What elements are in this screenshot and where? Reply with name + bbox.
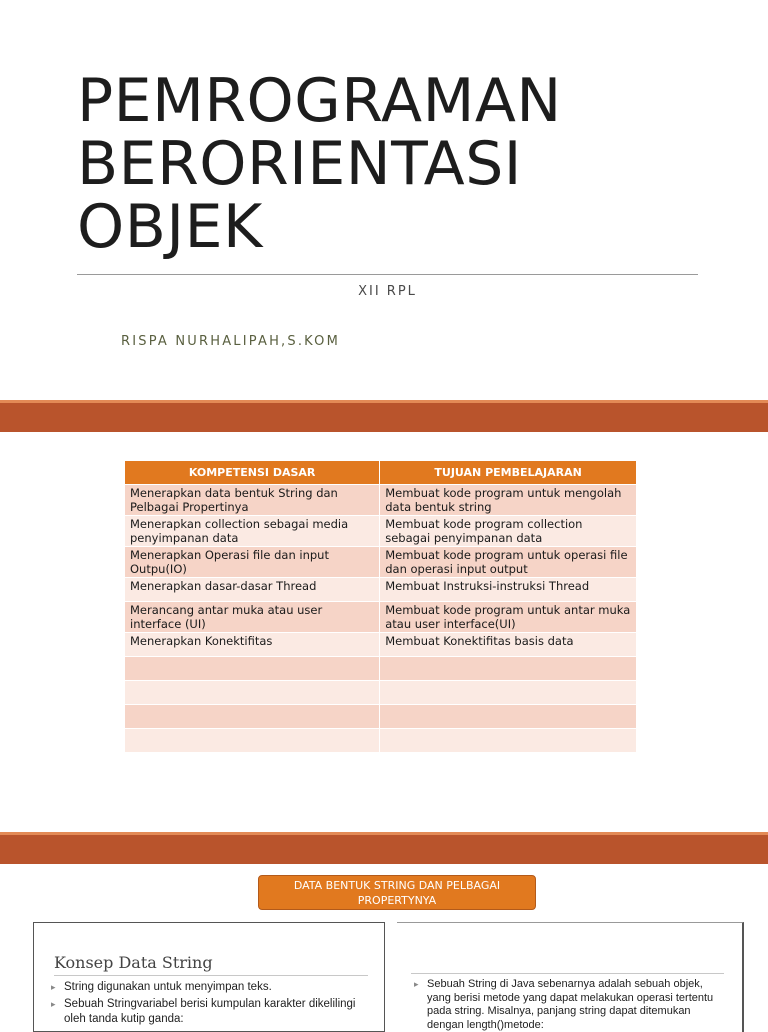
table-cell: Menerapkan Operasi file dan input Outpu(IO) (125, 547, 380, 578)
list-item: ▸ Sebuah String di Java sebenarnya adalah sebuah objek, yang berisi metode yang dapat melakukan operasi tertentu pada string. Misalnya, panjang string dapat ditemukan dengan length()metode: (427, 978, 728, 1032)
table-cell (380, 729, 637, 753)
table-cell (380, 705, 637, 729)
table-row (125, 681, 637, 705)
string-concept-panel (33, 922, 385, 1032)
table-row (125, 602, 637, 633)
table-header-row (125, 461, 637, 485)
string-object-panel (397, 922, 744, 1032)
slide-divider-band (0, 400, 768, 432)
table-cell: Menerapkan dasar-dasar Thread (125, 578, 380, 602)
list-item: ▸ Sebuah Stringvariabel berisi kumpulan karakter dikelilingi oleh tanda kutip ganda: (64, 997, 370, 1027)
table-row (125, 705, 637, 729)
table-cell: Membuat kode program untuk operasi file dan operasi input output (380, 547, 637, 578)
column-header-kompetensi: KOMPETENSI DASAR (125, 461, 380, 485)
title-line-3: OBJEK (77, 192, 263, 262)
table-cell (125, 705, 380, 729)
table-cell: Membuat Instruksi-instruksi Thread (380, 578, 637, 602)
table-cell: Menerapkan data bentuk String dan Pelbagai Propertinya (125, 485, 380, 516)
slide-title (77, 66, 717, 262)
table-row (125, 547, 637, 578)
column-header-tujuan: TUJUAN PEMBELAJARAN (380, 461, 637, 485)
author-name: RISPA NURHALIPAH,S.KOM (121, 334, 341, 349)
table-cell: Menerapkan Konektifitas (125, 633, 380, 657)
table-cell (125, 657, 380, 681)
slide-divider-band (0, 832, 768, 864)
table-cell: Membuat kode program collection sebagai penyimpanan data (380, 516, 637, 547)
table-row (125, 633, 637, 657)
bullet-list (34, 980, 384, 1027)
panel-divider (54, 975, 368, 976)
table-row (125, 485, 637, 516)
title-divider (77, 274, 698, 275)
table-cell (380, 681, 637, 705)
title-line-1: PEMROGRAMAN (77, 66, 562, 136)
table-row (125, 657, 637, 681)
table-row (125, 578, 637, 602)
competency-table (125, 461, 637, 753)
table-cell: Membuat kode program untuk antar muka atau user interface(UI) (380, 602, 637, 633)
table-cell: Merancang antar muka atau user interface (UI) (125, 602, 380, 633)
list-item: ▸ String digunakan untuk menyimpan teks. (64, 980, 370, 995)
table-row (125, 516, 637, 547)
title-line-2: BERORIENTASI (77, 129, 522, 199)
panel-heading: Konsep Data String (54, 953, 213, 972)
table-cell: Menerapkan collection sebagai media penyimpanan data (125, 516, 380, 547)
table-cell: Membuat Konektifitas basis data (380, 633, 637, 657)
panel-divider (411, 973, 724, 974)
table-row (125, 729, 637, 753)
table-cell: Membuat kode program untuk mengolah data bentuk string (380, 485, 637, 516)
section-label: DATA BENTUK STRING DAN PELBAGAI PROPERTYNYA (258, 875, 536, 910)
table-cell (125, 681, 380, 705)
table-cell (380, 657, 637, 681)
class-subtitle: XII RPL (358, 284, 417, 299)
table-cell (125, 729, 380, 753)
